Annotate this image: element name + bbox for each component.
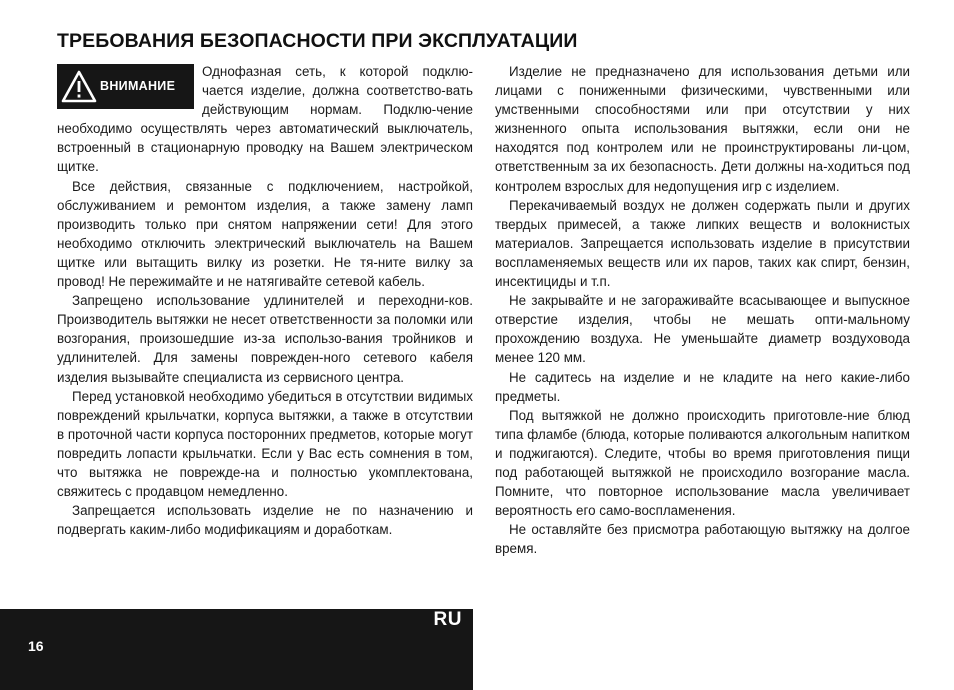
right-paragraph: Не садитесь на изделие и не кладите на него какие-либо предметы. [495,369,910,404]
right-paragraph: Под вытяжкой не должно происходить приготовле-ние блюд типа фламбе (блюда, которые поливаются алкогольным напитком и поджигаются). Следите, чтобы во время приготовления пищи под работающей вытяжкой не происходило возгорание масла. Помните, что повторное использование масла увеличивает вероятность его само-воспламенения. [495,407,910,519]
right-paragraph: Не закрывайте и не загораживайте всасывающее и выпускное отверстие изделия, чтобы не мешать опти-мальному прохождению воздуха. Не уменьшайте диаметр воздуховода менее 120 мм. [495,293,910,366]
language-tag: RU [433,609,462,630]
warning-triangle-icon [61,70,97,104]
left-column [57,62,473,539]
left-paragraph: Запрещено использование удлинителей и переходни-ков. Производитель вытяжки не несет ответственности за поломки или возгорания, произошедшие из-за использо-вания тройников и удлинителей. Для замены поврежден-ного сетевого кабеля изделия вызывайте специалиста из сервисного центра. [57,293,473,385]
left-paragraph: Однофазная сеть, к которой подклю-чается изделие, должна соответство-вать действующим нормам. Подклю-чение необходимо осуществлять через автоматический выключатель, встроенный в стационарную проводку на Вашем электрическом щитке. [57,64,473,175]
right-column [495,62,910,558]
right-paragraph: Изделие не предназначено для использования детьми или лицами с пониженными физическими, чувственными или умственными способностями или при отсутствии у них жизненного опыта использования вытяжки, если они не находятся под контролем или не проинструктированы ли-цом, ответственным за их безопасность. Дети должны на-ходиться под контролем взрослых для недопущения игр с изделием. [495,64,910,194]
warning-label: ВНИМАНИЕ [100,78,176,93]
right-paragraph: Не оставляйте без присмотра работающую вытяжку на долгое время. [495,522,910,557]
right-paragraph: Перекачиваемый воздух не должен содержать пыли и других твердых примесей, а также липких веществ и волокнистых материалов. Запрещается использовать изделие в присутствии воспламеняемых веществ или их паров, таких как спирт, бензин, инсектициды и т.п. [495,197,910,290]
left-paragraph: Запрещается использовать изделие не по назначению и подвергать каким-либо модификациям и доработкам. [57,503,473,538]
left-paragraph: Все действия, связанные с подключением, настройкой, обслуживанием и ремонтом изделия, а также замену ламп производить только при снятом напряжении сети! Для этого необходимо отключить электрический выключатель на Вашем щитке или вытащить вилку из розетки. Не тя-ните вилку за провод! Не пережимайте и не натягивайте сетевой кабель. [57,178,473,290]
page-title: ТРЕБОВАНИЯ БЕЗОПАСНОСТИ ПРИ ЭКСПЛУАТАЦИИ [57,30,578,52]
left-paragraph: Перед установкой необходимо убедиться в отсутствии видимых повреждений крыльчатки, корпуса вытяжки, а также в отсутствии в проточной части корпуса посторонних предметов, которые могут повредить лопасти крыльчатки. Если у Вас есть сомнения в том, что вытяжка не поврежде-на и полностью укомплектована, свяжитесь с продавцом немедленно. [57,388,473,500]
page-number: 16 [28,638,44,654]
footer-bar [0,609,473,690]
warning-badge [57,64,194,109]
